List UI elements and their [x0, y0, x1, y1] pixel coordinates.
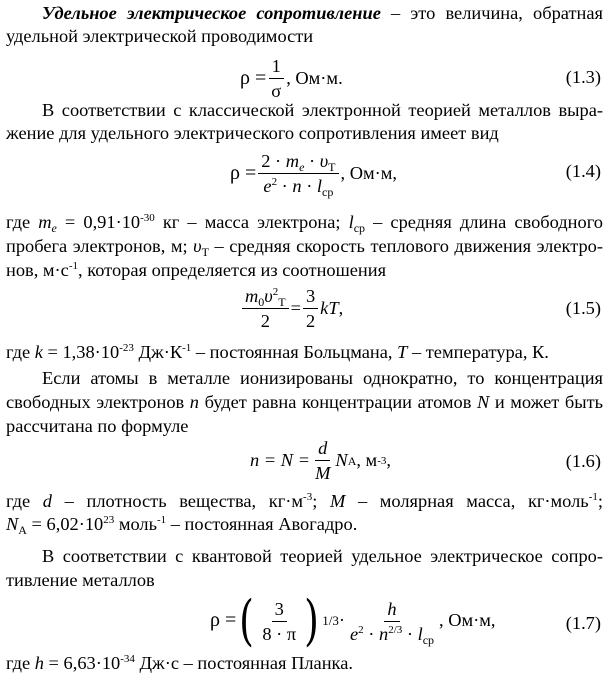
- rho-lhs: ρ =: [210, 609, 237, 632]
- superscript: 2: [358, 623, 364, 636]
- superscript: 2: [272, 286, 279, 298]
- text-span: – температура, К.: [407, 342, 549, 362]
- text-span: ,: [386, 449, 391, 470]
- text-span: пробега электронов, м;: [6, 236, 194, 256]
- paragraph-6-line-1: [6, 490, 603, 514]
- concentration-symbol: n: [378, 623, 389, 644]
- paragraph-5-line-3: рассчитана по формуле: [6, 416, 189, 436]
- temperature-symbol: T: [397, 342, 408, 362]
- defined-term: Удельное электрическое сопротивление: [42, 3, 381, 23]
- text-span: – средняя длина свободного: [365, 212, 603, 232]
- text-span: свободных электронов: [6, 392, 190, 412]
- left-paren: (: [239, 589, 255, 652]
- text-span: моль: [114, 514, 157, 534]
- text-span: = 0,91·10: [56, 212, 141, 232]
- denominator: 2: [305, 311, 316, 331]
- text-span: кг – масса электрона;: [154, 212, 349, 232]
- fraction: [258, 149, 338, 198]
- text-span: = 1,38·10: [42, 342, 120, 362]
- text-span: будет равна концентрации атомов: [199, 392, 477, 412]
- mass-symbol: m: [285, 151, 300, 171]
- paragraph-6-line-2: [6, 513, 603, 537]
- text-span: и может быть: [489, 392, 603, 412]
- subscript: Т: [201, 245, 209, 259]
- molar-mass-symbol: M: [329, 491, 346, 511]
- unit: , Ом·м,: [340, 162, 397, 183]
- text-span: где: [6, 212, 39, 232]
- subscript: 0: [258, 295, 265, 309]
- subscript: cp: [422, 632, 435, 647]
- lhs: n = N =: [250, 449, 311, 470]
- text-span: – молярная масса, кг·моль: [345, 491, 589, 511]
- denominator: σ: [271, 81, 282, 101]
- paragraph-1-line-1: [6, 2, 603, 26]
- text-span: ·: [402, 623, 418, 644]
- superscript: -23: [119, 342, 134, 354]
- equation-body: [230, 149, 397, 198]
- subscript: ср: [353, 221, 366, 235]
- text-span: – постоянная Авогадро.: [166, 514, 358, 534]
- denominator: M: [315, 463, 331, 483]
- equation-1-5: [0, 282, 609, 342]
- text-span: – это величина, обратная: [380, 3, 603, 23]
- right-paren: ): [304, 589, 320, 652]
- density-symbol: d: [42, 491, 52, 511]
- text-span: где: [6, 653, 35, 673]
- superscript: -1: [588, 491, 598, 503]
- length-symbol: l: [348, 212, 354, 232]
- text-span: = 6,63·10: [43, 653, 121, 673]
- paragraph-3-line-2: [6, 235, 603, 259]
- denominator: [347, 622, 437, 646]
- text-span: – средняя скорость теплового движения электро-: [208, 236, 603, 256]
- fraction-left: [242, 284, 289, 333]
- subscript: T: [278, 295, 286, 309]
- kT-term: kT: [320, 297, 339, 318]
- denominator: [260, 174, 336, 198]
- avogadro-symbol: N: [6, 514, 19, 534]
- numerator: h: [384, 597, 399, 622]
- numerator: d: [315, 436, 330, 461]
- planck-symbol: h: [34, 653, 44, 673]
- unit: , Ом·м,: [439, 610, 496, 631]
- equation-body: [240, 284, 343, 333]
- numerator: 1: [269, 54, 284, 79]
- paragraph-5-line-1: Если атомы в металле ионизированы однократно, то концентрация: [42, 368, 603, 388]
- equation-body: ρ = ( $\frac{3}{8 \cdot \pi}$ ) 1/3 · $\frac{h}{e^2 \cdot n^{2/3} \cdot l_{cp}}$ , Ом·м,: [210, 589, 496, 652]
- equals-sign: =: [290, 297, 301, 318]
- concentration-symbol: n: [292, 176, 302, 196]
- subscript: e: [299, 160, 305, 174]
- paragraph-3-line-1: [6, 211, 603, 235]
- subscript: T: [328, 160, 336, 174]
- paragraph-2-line-1: В соответствии с классической электронной теорией металлов выра-: [42, 100, 603, 120]
- superscript: 23: [103, 514, 115, 526]
- text-span: – постоянная Больцмана,: [191, 342, 398, 362]
- unit: , Ом·м.: [286, 67, 343, 88]
- atom-concentration-symbol: N: [477, 392, 490, 412]
- superscript: 2/3: [388, 623, 403, 636]
- denominator: 8 · π: [262, 623, 297, 644]
- fraction: [312, 436, 333, 485]
- superscript: -1: [182, 342, 192, 354]
- boltzmann-symbol: k: [34, 342, 43, 362]
- velocity-symbol: υ: [264, 286, 273, 306]
- equation-number: (1.3): [565, 67, 601, 87]
- equation-1-6: [0, 432, 609, 492]
- superscript: 2: [271, 176, 278, 188]
- equation-body: n = N = $\frac{d}{M}$ N A , м -3 ,: [250, 438, 391, 483]
- mass-symbol: m: [38, 212, 52, 232]
- text-span: ,: [338, 297, 344, 318]
- text-span: ;: [597, 491, 603, 511]
- text-span: нов, м·с: [6, 260, 69, 280]
- equation-1-4: [0, 145, 609, 205]
- text-span: где: [6, 491, 43, 511]
- rho-lhs: ρ =: [230, 161, 257, 184]
- text-span: , которая определяется из соотношения: [78, 260, 387, 280]
- text-span: ·: [363, 623, 379, 644]
- fraction-right: [303, 284, 318, 333]
- rho-lhs: ρ =: [240, 66, 267, 89]
- subscript: e: [51, 221, 57, 235]
- superscript: -34: [120, 653, 135, 665]
- paragraph-4-line-1: [6, 341, 603, 365]
- equation-number: (1.7): [565, 613, 601, 633]
- fraction-inner: [259, 597, 299, 646]
- superscript: -1: [68, 260, 79, 272]
- equation-number: (1.6): [565, 451, 601, 471]
- subscript: A: [18, 523, 27, 537]
- length-symbol: l: [417, 623, 423, 644]
- concentration-symbol: n: [189, 392, 199, 412]
- unit: , м: [356, 449, 378, 470]
- mass-symbol: m: [245, 286, 259, 306]
- numerator: 3: [303, 284, 318, 309]
- superscript: -1: [156, 514, 167, 526]
- text-span: – плотность вещества, кг·м: [52, 491, 304, 511]
- numerator: [242, 284, 289, 309]
- text-span: ·: [304, 151, 320, 171]
- fraction: [347, 597, 437, 646]
- avogadro-symbol: N: [335, 449, 348, 470]
- paragraph-3-line-3: [6, 259, 603, 283]
- fraction: [268, 54, 284, 103]
- text-span: ·: [277, 176, 293, 196]
- text-span: ;: [312, 491, 330, 511]
- text-span: ·: [301, 176, 317, 196]
- paragraph-5-line-2: [6, 391, 603, 415]
- subscript: cp: [322, 185, 334, 199]
- equation-body: [240, 54, 343, 103]
- text-span: = 6,02·10: [26, 514, 104, 534]
- paragraph-1-line-2: удельной электрической проводимости: [6, 26, 314, 46]
- paragraph-2-line-2: жение для удельного электрического сопротивления имеет вид: [6, 123, 499, 143]
- superscript: -3: [303, 491, 313, 503]
- numerator: [258, 149, 338, 174]
- velocity-symbol: υ: [319, 151, 329, 171]
- text-span: ·: [338, 610, 345, 631]
- text-span: Дж·К: [133, 342, 183, 362]
- denominator: 2: [260, 311, 270, 331]
- superscript: -30: [140, 212, 155, 224]
- paragraph-7-line-1: В соответствии с квантовой теорией удельное электрическое сопро-: [42, 546, 603, 566]
- velocity-symbol: υ: [193, 236, 202, 256]
- charge-symbol: e: [349, 623, 359, 644]
- equation-number: (1.4): [565, 161, 601, 181]
- length-symbol: l: [316, 176, 323, 196]
- text-span: 2 ·: [261, 151, 286, 171]
- equation-number: (1.5): [565, 298, 601, 318]
- paragraph-8-line-1: [6, 652, 603, 676]
- text-span: Дж·с – постоянная Планка.: [134, 653, 353, 673]
- text-span: где: [6, 342, 35, 362]
- equation-1-7: [0, 590, 609, 650]
- numerator: 3: [272, 597, 287, 622]
- charge-symbol: e: [263, 176, 272, 196]
- paragraph-7-line-2: тивление металлов: [6, 570, 155, 590]
